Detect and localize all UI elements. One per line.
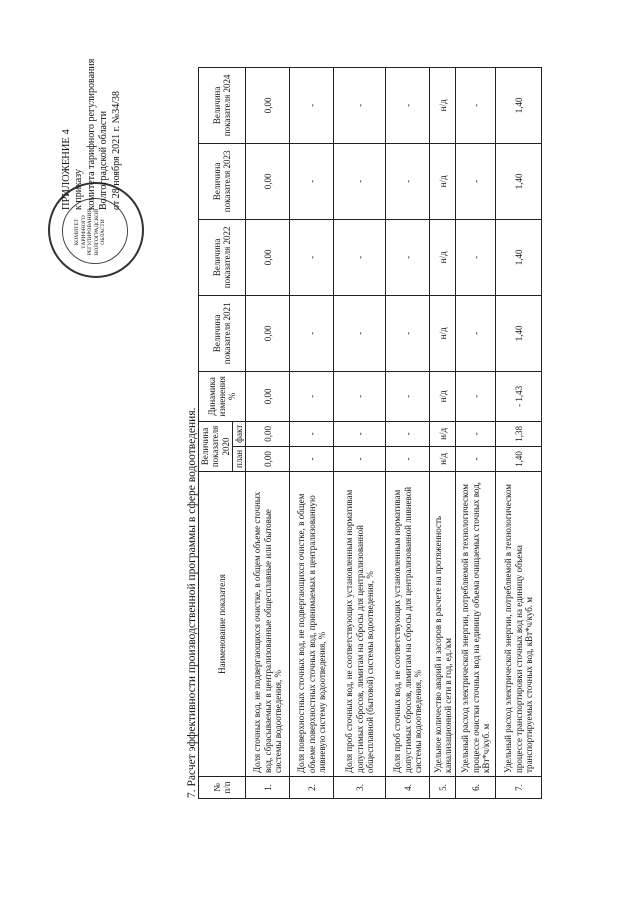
row-value-2023: 0,00 <box>246 143 290 219</box>
row-value-2022: - <box>456 219 496 295</box>
efficiency-table <box>198 67 542 799</box>
row-name: Доля сточных вод, не подвергающихся очистке, в общем объеме сточных вод, сбрасываемых в централизованные общесплавные или бытовые системы водоотведения, % <box>246 472 290 777</box>
row-value-2023: - <box>334 143 386 219</box>
table-row <box>496 67 542 798</box>
row-plan-2020: - <box>386 446 430 471</box>
row-num: 5. <box>430 777 456 799</box>
row-value-2021: - <box>386 295 430 371</box>
official-seal-text: КОМИТЕТ ТАРИФНОГО РЕГУЛИРОВАНИЯ ВОЛГОГРАДСКОЙ ОБЛАСТИ <box>74 208 107 256</box>
row-dynamics: - 1,43 <box>496 371 542 421</box>
row-value-2021: - <box>334 295 386 371</box>
appendix-line-2: комитета тарифного регулирования <box>85 58 97 210</box>
table-row <box>246 67 290 798</box>
row-value-2021: - <box>290 295 334 371</box>
header-2023: Величина показателя 2023 <box>199 143 246 219</box>
table-row <box>430 67 456 798</box>
row-dynamics: - <box>456 371 496 421</box>
table-header-row <box>199 67 233 798</box>
header-num: № п/п <box>199 777 246 799</box>
appendix-title: ПРИЛОЖЕНИЕ 4 <box>61 129 72 210</box>
appendix-line-1: к приказу <box>73 169 85 210</box>
row-value-2024: - <box>290 67 334 143</box>
row-plan-2020: н/д <box>430 446 456 471</box>
row-value-2022: 0,00 <box>246 219 290 295</box>
appendix-line-4: от 28 ноября 2021 г. №34/38 <box>110 91 122 210</box>
row-value-2021: 0,00 <box>246 295 290 371</box>
row-value-2022: 1,40 <box>496 219 542 295</box>
row-value-2024: - <box>386 67 430 143</box>
appendix-header <box>60 59 123 210</box>
row-name: Удельный расход электрической энергии, потребляемой в технологическом процессе транспортировки сточных вод на единицу объема транспортируемых сточных вод, кВт*ч/куб. м <box>496 472 542 777</box>
row-value-2023: 1,40 <box>496 143 542 219</box>
row-value-2024: - <box>334 67 386 143</box>
appendix-line-3: Волгоградской области <box>98 110 110 210</box>
row-name: Доля проб сточных вод, не соответствующих установленным нормативам допустимых сбросов, лимитам на сбросы для централизованной ливневой системы водоотведения, % <box>386 472 430 777</box>
row-dynamics: н/д <box>430 371 456 421</box>
row-num: 4. <box>386 777 430 799</box>
row-value-2023: - <box>386 143 430 219</box>
row-value-2024: 1,40 <box>496 67 542 143</box>
row-value-2022: - <box>386 219 430 295</box>
row-value-2022: - <box>290 219 334 295</box>
row-fact-2020: - <box>456 421 496 446</box>
table-row <box>386 67 430 798</box>
row-plan-2020: 1,40 <box>496 446 542 471</box>
header-2022: Величина показателя 2022 <box>199 219 246 295</box>
row-value-2024: - <box>456 67 496 143</box>
table-row <box>290 67 334 798</box>
row-value-2022: н/д <box>430 219 456 295</box>
header-value-2020: Величина показателя 2020 <box>199 421 233 471</box>
row-value-2023: - <box>456 143 496 219</box>
row-value-2021: - <box>456 295 496 371</box>
table-row <box>456 67 496 798</box>
row-fact-2020: - <box>386 421 430 446</box>
row-dynamics: 0,00 <box>246 371 290 421</box>
section-title: 7. Расчет эффективности производственной программы в сфере водоотведения. <box>186 407 198 798</box>
row-value-2024: н/д <box>430 67 456 143</box>
row-fact-2020: 1,38 <box>496 421 542 446</box>
row-dynamics: - <box>334 371 386 421</box>
row-plan-2020: - <box>290 446 334 471</box>
row-dynamics: - <box>386 371 430 421</box>
row-value-2022: - <box>334 219 386 295</box>
row-plan-2020: 0,00 <box>246 446 290 471</box>
row-fact-2020: 0,00 <box>246 421 290 446</box>
row-name: Удельное количество аварий и засоров в расчете на протяженность канализационной сети в год, ед./км <box>430 472 456 777</box>
row-num: 1. <box>246 777 290 799</box>
row-name: Доля поверхностных сточных вод, не подвергающихся очистке, в общем объеме поверхностных сточных вод, принимаемых в централизованную ливневую систему водоотведения, % <box>290 472 334 777</box>
row-value-2023: - <box>290 143 334 219</box>
row-num: 2. <box>290 777 334 799</box>
row-num: 7. <box>496 777 542 799</box>
row-dynamics: - <box>290 371 334 421</box>
header-2021: Величина показателя 2021 <box>199 295 246 371</box>
header-name: Наименование показателя <box>199 472 246 777</box>
row-name: Удельный расход электрической энергии, потребляемой в технологическом процессе очистки сточных вод на единицу объема очищаемых сточных вод, кВт*ч/куб. м <box>456 472 496 777</box>
header-fact: факт <box>233 421 246 446</box>
table-row <box>334 67 386 798</box>
row-num: 6. <box>456 777 496 799</box>
row-num: 3. <box>334 777 386 799</box>
header-plan: план <box>233 446 246 471</box>
row-fact-2020: - <box>290 421 334 446</box>
row-fact-2020: - <box>334 421 386 446</box>
row-plan-2020: - <box>334 446 386 471</box>
row-value-2021: 1,40 <box>496 295 542 371</box>
row-name: Доля проб сточных вод, не соответствующих установленным нормативам допустимых сбросов, лимитам на сбросы для централизованной общесплавной (бытовой) системы водоотведения, % <box>334 472 386 777</box>
header-dynamics: Динамика изменения % <box>199 371 246 421</box>
header-2024: Величина показателя 2024 <box>199 67 246 143</box>
row-fact-2020: н/д <box>430 421 456 446</box>
row-plan-2020: - <box>456 446 496 471</box>
row-value-2023: н/д <box>430 143 456 219</box>
row-value-2024: 0,00 <box>246 67 290 143</box>
row-value-2021: н/д <box>430 295 456 371</box>
